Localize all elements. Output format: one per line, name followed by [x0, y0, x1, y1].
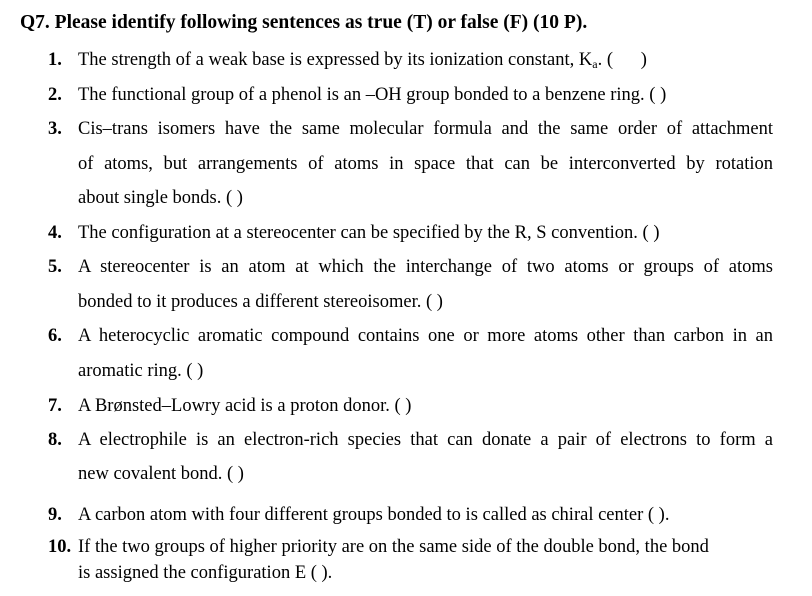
item-4-line-1: The configuration at a stereocenter can be specified by the R, S convention. ( ) [78, 223, 660, 243]
item-7-line-1: A Brønsted–Lowry acid is a proton donor. ( ) [78, 396, 412, 416]
item-9-number: 9. [48, 505, 62, 525]
item-6-line-1: A heterocyclic aromatic compound contains one or more atoms other than carbon in an [78, 326, 773, 346]
item-10-number: 10. [48, 537, 72, 557]
item-8-line-2: new covalent bond. ( ) [78, 464, 244, 484]
item-3-line-1: Cis–trans isomers have the same molecular formula and the same order of attachment [78, 119, 773, 139]
item-5-line-2: bonded to it produces a different stereoisomer. ( ) [78, 292, 443, 312]
item-5-line-1: A stereocenter is an atom at which the interchange of two atoms or groups of atoms [78, 257, 773, 277]
item-2-number: 2. [48, 85, 62, 105]
item-3-line-3: about single bonds. ( ) [78, 188, 243, 208]
item-5-number: 5. [48, 257, 62, 277]
item-9-line-1: A carbon atom with four different groups bonded to is called as chiral center ( ). [78, 505, 670, 525]
item-6-line-2: aromatic ring. ( ) [78, 361, 204, 381]
item-7-number: 7. [48, 396, 62, 416]
item-10-line-2: is assigned the configuration E ( ). [78, 563, 333, 583]
item-3-line-2: of atoms, but arrangements of atoms in space that can be interconverted by rotation [78, 154, 773, 174]
item-8-number: 8. [48, 430, 62, 450]
item-3-number: 3. [48, 119, 62, 139]
item-10-line-1: If the two groups of higher priority are on the same side of the double bond, the bond [78, 537, 709, 557]
item-1-subscript: a [592, 57, 598, 71]
item-1-number: 1. [48, 50, 62, 70]
item-2-line-1: The functional group of a phenol is an –OH group bonded to a benzene ring. ( ) [78, 85, 667, 105]
item-8-line-1: A electrophile is an electron-rich species that can donate a pair of electrons to form a [78, 430, 773, 450]
item-1-text [78, 50, 647, 72]
item-6-number: 6. [48, 326, 62, 346]
item-1-line-1: The strength of a weak base is expressed by its ionization constant, K [78, 50, 593, 70]
question-title: Q7. Please identify following sentences as true (T) or false (F) (10 P). [20, 12, 588, 33]
item-4-number: 4. [48, 223, 62, 243]
item-1-answer-blank[interactable]: . ( ) [597, 50, 647, 70]
